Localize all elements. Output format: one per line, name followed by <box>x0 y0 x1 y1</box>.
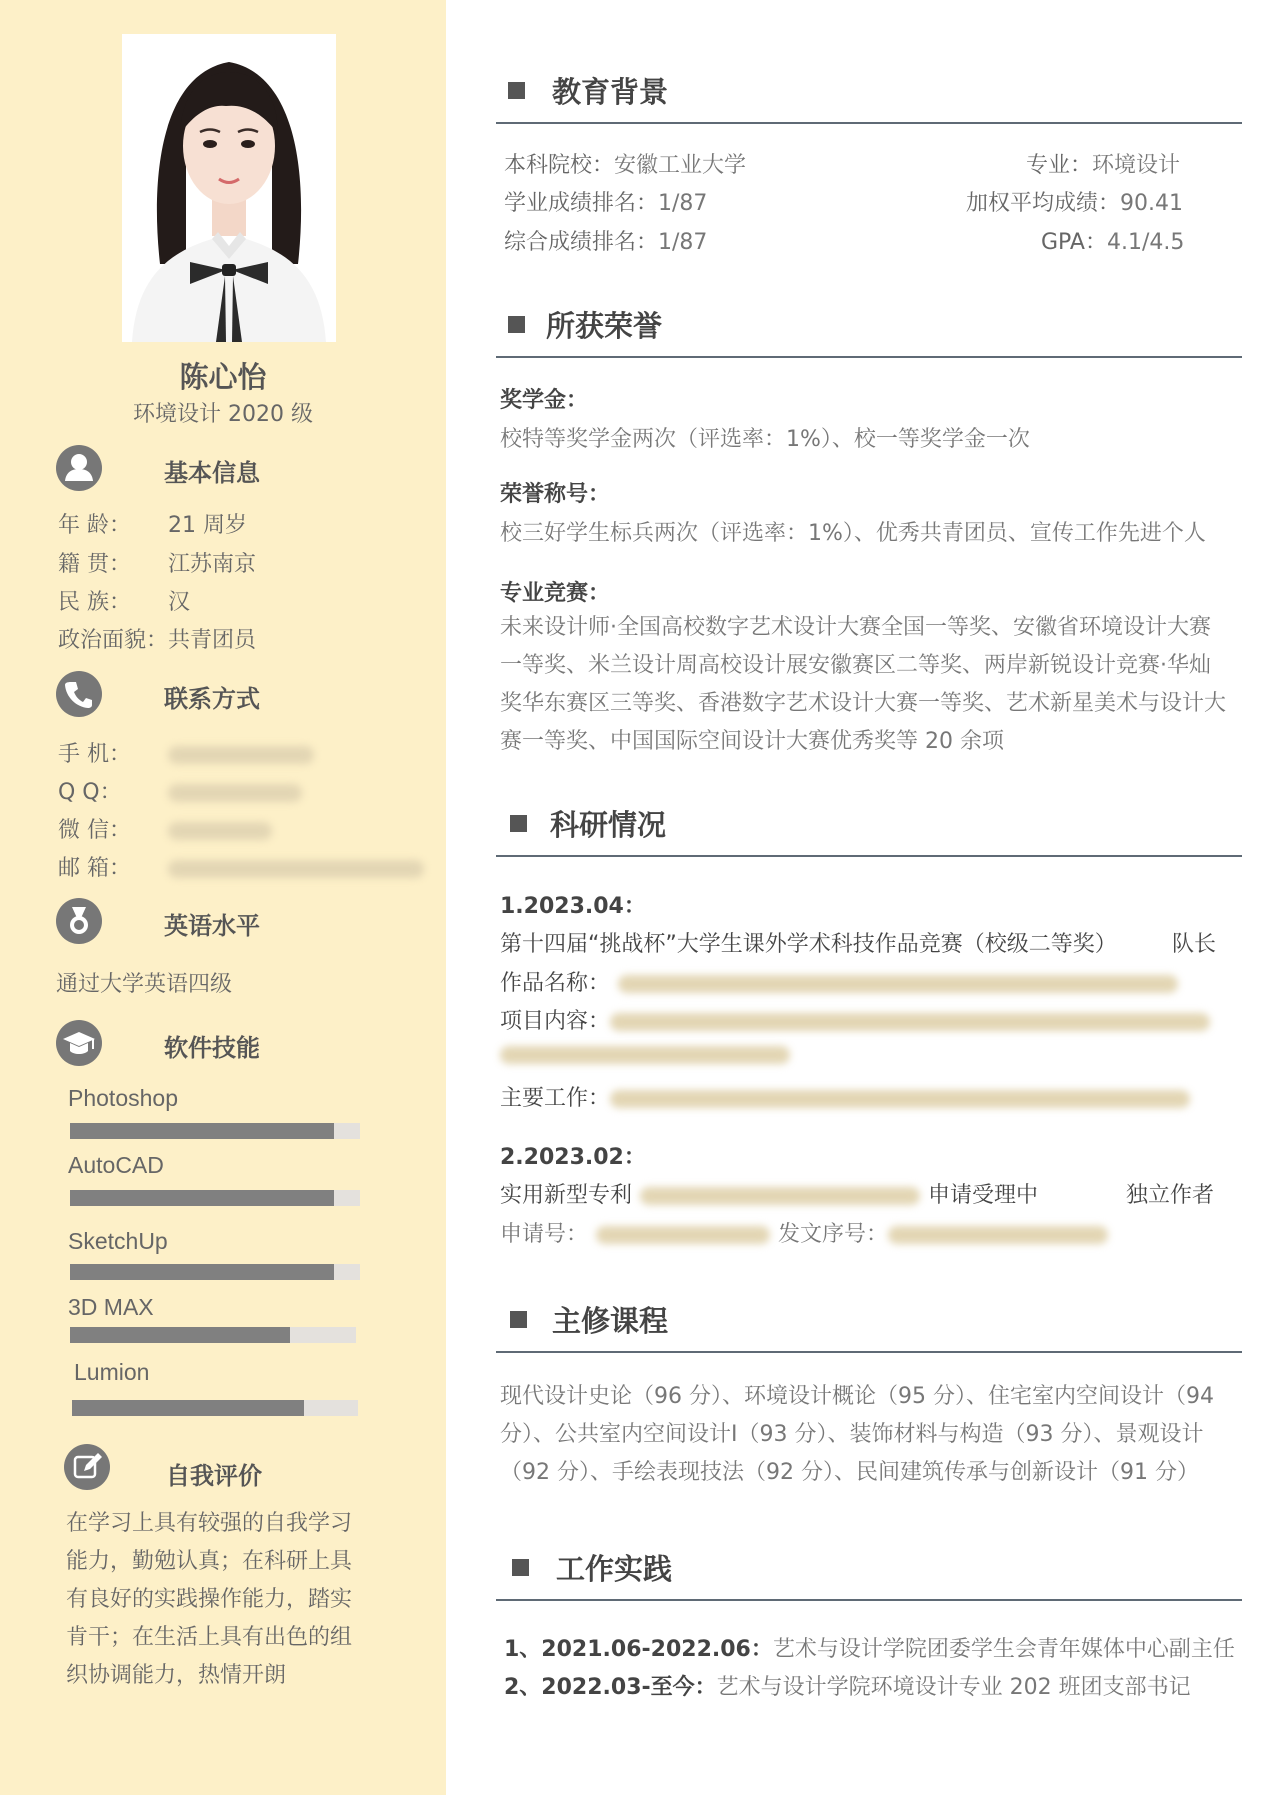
research-item1-role: 队长 <box>1172 932 1217 957</box>
info-ethnicity <box>58 585 190 616</box>
work-header <box>496 1541 1242 1601</box>
skill-bar-fill <box>70 1190 334 1206</box>
major-label: 专业： <box>1026 153 1093 178</box>
ethnicity-value: 汉 <box>168 590 191 615</box>
work-item-2-date: 2、2022.03-至今： <box>504 1675 717 1700</box>
user-icon <box>56 445 102 491</box>
skill-name-sketchup: SketchUp <box>68 1228 168 1254</box>
self-eval-header <box>64 1444 404 1490</box>
content-label: 项目内容： <box>500 1009 611 1034</box>
contact-qq <box>58 775 302 806</box>
honor-titles-label <box>500 477 610 508</box>
patent-label: 实用新型专利 <box>500 1183 633 1208</box>
email-label: 邮 箱： <box>58 856 131 881</box>
skill-bar-fill <box>72 1400 304 1416</box>
basic-info-title: 基本信息 <box>164 459 260 487</box>
wechat-label: 微 信： <box>58 818 131 843</box>
info-hometown <box>58 547 256 578</box>
apply-no-redacted <box>596 1226 770 1244</box>
patent-name-redacted <box>640 1187 920 1205</box>
contact-phone <box>58 737 314 768</box>
political-label: 政治面貌： <box>58 628 169 653</box>
phone-label: 手 机： <box>58 742 131 767</box>
edu-school <box>504 148 746 179</box>
honors-title: 所获荣誉 <box>546 309 663 343</box>
school-label: 本科院校： <box>504 153 615 178</box>
apply-no-label: 申请号： <box>500 1222 589 1247</box>
work-name-label: 作品名称： <box>500 971 611 996</box>
software-header <box>56 1020 396 1066</box>
sidebar <box>0 0 446 1795</box>
contact-title: 联系方式 <box>164 685 260 713</box>
edu-rank <box>504 186 707 217</box>
pub-no-label: 发文序号： <box>778 1222 889 1247</box>
contest-value: 未来设计师·全国高校数字艺术设计大赛全国一等奖、安徽省环境设计大赛一等奖、米兰设计周高校设计展安徽赛区二等奖、两岸新锐设计竞赛·华灿奖华东赛区三等奖、香港数字艺术设计大赛一等奖、艺术新星美术与设计大赛一等奖、中国国际空间设计大赛优秀奖等 20 余项 <box>500 615 1227 754</box>
skill-bar-sketchup <box>70 1264 360 1280</box>
edu-gpa <box>1041 225 1184 256</box>
honor-titles-value: 校三好学生标兵两次（评选率：1%）、优秀共青团员、宣传工作先进个人 <box>500 521 1206 546</box>
skill-bar-3dmax <box>70 1327 356 1343</box>
skill-bar-lumion <box>72 1400 358 1416</box>
contact-email <box>58 851 424 882</box>
contact-header <box>56 671 396 717</box>
candidate-major: 环境设计 2020 级 <box>133 402 313 427</box>
work-name-redacted <box>618 975 1178 993</box>
contact-wechat <box>58 813 272 844</box>
rank-value: 1/87 <box>658 191 708 216</box>
crank-value: 1/87 <box>658 230 708 255</box>
research-work-name <box>500 966 1178 997</box>
gpa-label: GPA： <box>1041 230 1107 255</box>
phone-value-redacted <box>168 746 314 764</box>
section-divider <box>496 855 1242 857</box>
skill-name-autocad: AutoCAD <box>68 1152 164 1178</box>
research-item2-date: 2.2023.02： <box>500 1145 646 1170</box>
work-item-2 <box>504 1670 1191 1701</box>
section-divider <box>496 1599 1242 1601</box>
research-title: 科研情况 <box>550 808 667 842</box>
skill-name-lumion: Lumion <box>74 1359 150 1385</box>
medal-icon <box>56 898 102 944</box>
work-item-1-desc: 艺术与设计学院团委学生会青年媒体中心副主任 <box>772 1637 1235 1662</box>
edit-icon <box>64 1444 110 1490</box>
work-item-1 <box>504 1632 1235 1663</box>
contest-label <box>500 576 610 607</box>
skill-bar-fill <box>70 1123 334 1139</box>
research-content-line2 <box>500 1042 790 1067</box>
research-patent <box>500 1178 1038 1209</box>
skill-bar-autocad <box>70 1190 360 1206</box>
software-title: 软件技能 <box>164 1034 260 1062</box>
main-work-label: 主要工作： <box>500 1086 611 1111</box>
work-item-1-date: 1、2021.06-2022.06： <box>504 1637 773 1662</box>
patent-status: 申请受理中 <box>928 1183 1039 1208</box>
english-level: 通过大学英语四级 <box>56 972 233 997</box>
courses-title: 主修课程 <box>552 1304 669 1338</box>
ethnicity-label: 民 族： <box>58 590 131 615</box>
major-value: 环境设计 <box>1092 153 1181 178</box>
scholarship-value: 校特等奖学金两次（评选率：1%）、校一等奖学金一次 <box>500 427 1030 452</box>
wavg-value: 90.41 <box>1120 191 1183 216</box>
research-main-work <box>500 1081 1190 1112</box>
skill-name-3dmax: 3D MAX <box>68 1294 154 1320</box>
section-square-icon <box>508 316 525 333</box>
english-title: 英语水平 <box>164 912 260 940</box>
info-political <box>58 623 256 654</box>
hometown-label: 籍 贯： <box>58 552 131 577</box>
edu-comprehensive-rank <box>504 225 707 256</box>
self-eval-text: 在学习上具有较强的自我学习能力，勤勉认真；在科研上具有良好的实践操作能力，踏实肯干；在生活上具有出色的组织协调能力，热情开朗 <box>66 1511 353 1688</box>
honor-titles-label-text: 荣誉称号： <box>500 482 611 507</box>
crank-label: 综合成绩排名： <box>504 230 659 255</box>
honors-header <box>496 298 1242 358</box>
pub-no-redacted <box>888 1226 1108 1244</box>
edu-major <box>1026 148 1180 179</box>
skill-bar-fill <box>70 1327 290 1343</box>
english-header <box>56 898 396 944</box>
skill-bar-fill <box>70 1264 334 1280</box>
profile-photo <box>122 34 336 342</box>
wechat-value-redacted <box>168 822 272 840</box>
research-content <box>500 1004 1210 1035</box>
section-square-icon <box>510 815 527 832</box>
scholarship-label <box>500 383 588 414</box>
basic-info-header <box>56 445 396 491</box>
research-item1-title: 第十四届“挑战杯”大学生课外学术科技作品竞赛（校级二等奖） <box>500 932 1117 957</box>
qq-value-redacted <box>168 784 302 802</box>
content-redacted-line1 <box>610 1013 1210 1031</box>
content-redacted-line2 <box>500 1046 790 1064</box>
age-label: 年 龄： <box>58 513 131 538</box>
self-eval-title: 自我评价 <box>166 1462 262 1490</box>
rank-label: 学业成绩排名： <box>504 191 659 216</box>
main-work-redacted <box>610 1090 1190 1108</box>
info-age <box>58 508 247 539</box>
research-patent-role: 独立作者 <box>1126 1183 1215 1208</box>
hometown-value: 江苏南京 <box>168 552 257 577</box>
section-square-icon <box>508 82 525 99</box>
courses-list: 现代设计史论（96 分）、环境设计概论（95 分）、住宅室内空间设计（94 分）、公共室内空间设计Ⅰ（93 分）、装饰材料与构造（93 分）、景观设计（92 分）、手绘表现技法（92 分）、民间建筑传承与创新设计（91 分） <box>500 1384 1214 1485</box>
school-value: 安徽工业大学 <box>614 153 747 178</box>
education-header <box>496 64 1242 124</box>
qq-label: Q Q： <box>58 780 122 805</box>
section-divider <box>496 1351 1242 1353</box>
email-value-redacted <box>168 860 424 878</box>
age-value: 21 周岁 <box>168 513 247 538</box>
section-divider <box>496 356 1242 358</box>
graduation-cap-icon <box>56 1020 102 1066</box>
section-divider <box>496 122 1242 124</box>
work-title: 工作实践 <box>556 1552 673 1586</box>
education-title: 教育背景 <box>552 75 669 109</box>
wavg-label: 加权平均成绩： <box>966 191 1121 216</box>
political-value: 共青团员 <box>168 628 257 653</box>
research-item1-date: 1.2023.04： <box>500 894 646 919</box>
research-header <box>496 797 1242 857</box>
gpa-value: 4.1/4.5 <box>1106 230 1185 255</box>
skill-name-photoshop: Photoshop <box>68 1085 178 1111</box>
edu-weighted-avg <box>966 186 1183 217</box>
courses-header <box>496 1293 1242 1353</box>
contest-label-text: 专业竞赛： <box>500 581 611 606</box>
research-patent-numbers <box>500 1217 1108 1248</box>
candidate-name: 陈心怡 <box>179 360 267 394</box>
scholarship-label-text: 奖学金： <box>500 388 589 413</box>
work-item-2-desc: 艺术与设计学院环境设计专业 202 班团支部书记 <box>716 1675 1191 1700</box>
phone-icon <box>56 671 102 717</box>
section-square-icon <box>510 1311 527 1328</box>
skill-bar-photoshop <box>70 1123 360 1139</box>
section-square-icon <box>512 1559 529 1576</box>
